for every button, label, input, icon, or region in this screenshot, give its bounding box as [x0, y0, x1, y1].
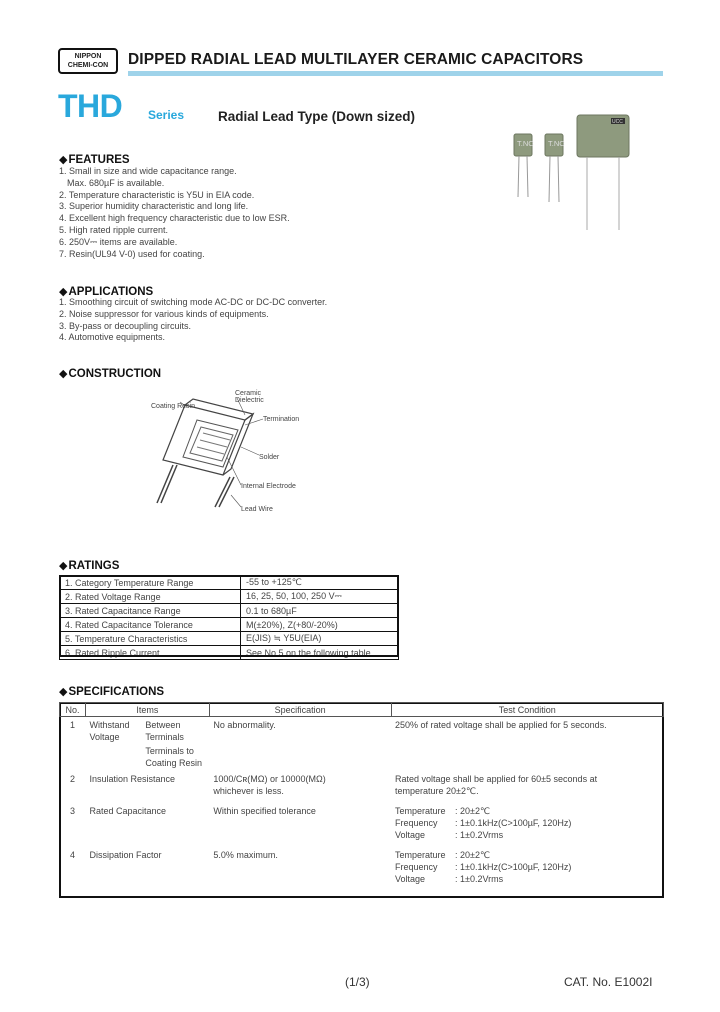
- applications-list: [59, 297, 327, 344]
- spec-header-row: [60, 703, 664, 717]
- list-item: 1. Small in size and wide capacitance range.: [59, 166, 237, 176]
- series-subtitle: Radial Lead Type (Down sized): [218, 109, 416, 124]
- rating-value: -55 to +125℃: [241, 576, 399, 590]
- test-key: Voltage: [395, 874, 426, 884]
- item-b: Voltage: [89, 732, 120, 742]
- label-termination: Termination: [263, 416, 300, 423]
- test-line: temperature 20±2℃.: [395, 786, 479, 796]
- test-key: Temperature: [395, 806, 446, 816]
- sub1b: Terminals: [145, 732, 184, 742]
- row-item: Rated Capacitance: [89, 806, 167, 816]
- test-key: Temperature: [395, 850, 446, 860]
- rating-value: 16, 25, 50, 100, 250 V⎓: [241, 590, 399, 604]
- construction-heading: ◆ CONSTRUCTION: [59, 367, 161, 380]
- label-internal-electrode: Internal Electrode: [241, 483, 296, 490]
- test-val: : 1±0.1kHz(C>100µF, 120Hz): [455, 818, 572, 828]
- product-photo: [505, 112, 665, 237]
- item-a: Withstand: [89, 720, 130, 730]
- photo-label-2: T.NC: [548, 139, 565, 148]
- row-no: 2: [69, 774, 75, 784]
- test-val: : 1±0.1kHz(C>100µF, 120Hz): [455, 862, 572, 872]
- photo-label-1: T.NC: [517, 139, 534, 148]
- row-test: 250% of rated voltage shall be applied for 5 seconds.: [395, 720, 607, 730]
- catalog-number: CAT. No. E1002I: [564, 975, 653, 989]
- specifications-table: [59, 702, 664, 891]
- construction-diagram: [145, 385, 345, 517]
- series-word: Series: [148, 108, 185, 122]
- rating-label: 3. Rated Capacitance Range: [60, 604, 241, 618]
- list-item: 4. Excellent high frequency characteristic due to low ESR.: [59, 213, 290, 224]
- page-title: DIPPED RADIAL LEAD MULTILAYER CERAMIC CAPACITORS: [128, 51, 584, 68]
- label-coating-resin: Coating Resin: [151, 403, 195, 410]
- spec-line: whichever is less.: [213, 786, 284, 796]
- row-no: 3: [69, 806, 75, 816]
- list-item: 4. Automotive equipments.: [59, 332, 166, 343]
- list-item: 5. High rated ripple current.: [59, 224, 169, 235]
- rating-value: E(JIS) ≒ Y5U(EIA): [241, 632, 399, 646]
- test-val: : 20±2℃: [455, 806, 491, 816]
- test-key: Voltage: [395, 830, 426, 840]
- test-val: : 1±0.2Vrms: [455, 874, 504, 884]
- spec-line: 1000/Cʀ(MΩ) or 10000(MΩ): [213, 774, 326, 784]
- label-ceramic-2: Dielectric: [235, 397, 264, 404]
- title-underline: [128, 71, 663, 76]
- row-test: [391, 847, 664, 891]
- col-spec: Specification: [209, 703, 391, 717]
- row-item: Insulation Resistance: [89, 774, 176, 784]
- features-list: [59, 166, 290, 260]
- list-item: 2. Noise suppressor for various kinds of equipments.: [59, 308, 269, 319]
- sub2a: Terminals to: [145, 746, 194, 756]
- sub2b: Coating Resin: [145, 758, 202, 768]
- col-items: Items: [85, 703, 209, 717]
- table-row: [60, 618, 399, 632]
- table-row: [60, 632, 399, 646]
- list-item: 6. 250V⎓ items are available.: [59, 236, 178, 247]
- row-spec: [209, 771, 391, 803]
- row-subitem: [143, 717, 209, 772]
- rating-value: 0.1 to 680µF: [241, 604, 399, 618]
- label-lead-wire: Lead Wire: [241, 506, 273, 513]
- list-item: 3. Superior humidity characteristic and long life.: [59, 201, 249, 212]
- table-row: [60, 576, 399, 590]
- test-val: : 20±2℃: [455, 850, 491, 860]
- test-key: Frequency: [395, 862, 438, 872]
- ratings-heading: ◆ RATINGS: [59, 559, 119, 572]
- col-test: Test Condition: [391, 703, 664, 717]
- col-no: No.: [60, 703, 86, 717]
- page-number: (1/3): [345, 975, 370, 989]
- features-heading: ◆ FEATURES: [59, 153, 130, 166]
- applications-heading: ◆ APPLICATIONS: [59, 285, 153, 298]
- list-item: 2. Temperature characteristic is Y5U in EIA code.: [59, 189, 255, 200]
- sub1a: Between: [145, 720, 181, 730]
- list-item: Max. 680µF is available.: [67, 177, 165, 188]
- specifications-heading: ◆ SPECIFICATIONS: [59, 685, 164, 698]
- rating-label: 4. Rated Capacitance Tolerance: [60, 618, 241, 632]
- table-row: [60, 847, 664, 891]
- list-item: 1. Smoothing circuit of switching mode AC-DC or DC-DC converter.: [59, 297, 328, 307]
- company-logo: [58, 48, 118, 74]
- test-key: Frequency: [395, 818, 438, 828]
- table-row: [60, 771, 664, 803]
- rating-value: M(±20%), Z(+80/-20%): [241, 618, 399, 632]
- row-no: 4: [69, 850, 75, 860]
- row-item: [85, 717, 143, 772]
- rating-label: 1. Category Temperature Range: [60, 576, 241, 590]
- row-test: [391, 771, 664, 803]
- rating-label: 6. Rated Ripple Current: [60, 646, 241, 660]
- label-ceramic-1: Ceramic: [235, 390, 262, 397]
- row-no: 1: [69, 720, 75, 730]
- list-item: 3. By-pass or decoupling circuits.: [59, 320, 192, 331]
- photo-label-3: UCC: [612, 119, 623, 125]
- label-solder: Solder: [259, 454, 280, 461]
- row-spec: Within specified tolerance: [213, 806, 316, 816]
- table-row: [60, 604, 399, 618]
- row-test: [391, 803, 664, 847]
- rating-value: See No.5 on the following table: [241, 646, 399, 660]
- table-row: [60, 646, 399, 660]
- series-name: THD: [58, 88, 123, 124]
- rating-label: 2. Rated Voltage Range: [60, 590, 241, 604]
- table-row: [60, 590, 399, 604]
- test-val: : 1±0.2Vrms: [455, 830, 504, 840]
- table-row: [60, 803, 664, 847]
- row-spec: No abnormality.: [213, 720, 276, 730]
- table-row: [60, 717, 664, 772]
- test-line: Rated voltage shall be applied for 60±5 seconds at: [395, 774, 598, 784]
- row-item: Dissipation Factor: [89, 850, 162, 860]
- row-spec: 5.0% maximum.: [213, 850, 278, 860]
- ratings-table: [59, 575, 399, 660]
- rating-label: 5. Temperature Characteristics: [60, 632, 241, 646]
- logo-line1: NIPPON: [74, 53, 102, 60]
- logo-line2: CHEMI-CON: [67, 62, 109, 69]
- list-item: 7. Resin(UL94 V-0) used for coating.: [59, 248, 205, 259]
